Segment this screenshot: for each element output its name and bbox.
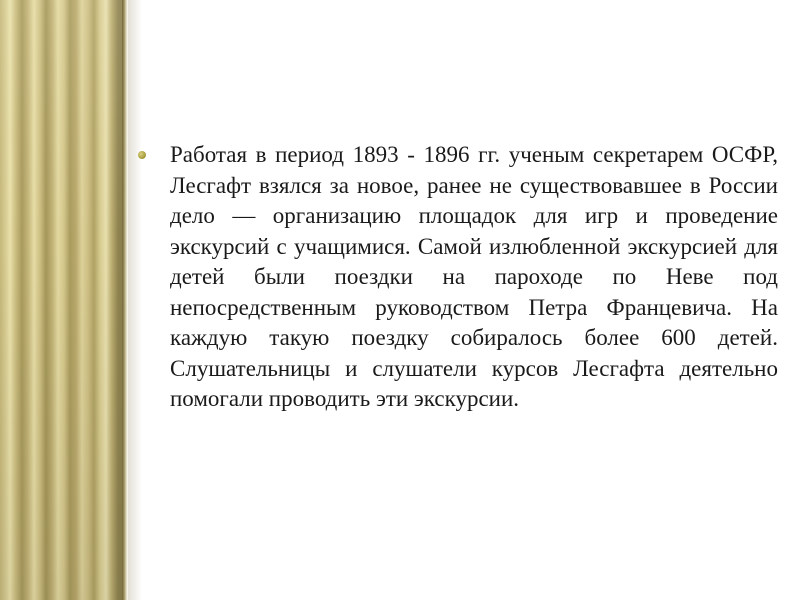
bullet-item bbox=[138, 140, 778, 415]
slide-body bbox=[138, 140, 778, 415]
gold-curtain-decoration bbox=[0, 0, 122, 600]
bullet-dot-icon bbox=[138, 151, 146, 159]
bullet-text: Работая в период 1893 - 1896 гг. ученым секретарем ОСФР, Лесгафт взялся за новое, ранее не существовавшее в России дело — организацию площадок для игр и проведение экскурсий с учащимися. Самой излюбленной экскурсией для детей были поездки на пароходе по Неве под непосредственным руководством Петра Францевича. На каждую такую поездку собиралось более 600 детей. Слушательницы и слушатели курсов Лесгафта деятельно помогали проводить эти экскурсии. bbox=[170, 142, 778, 411]
